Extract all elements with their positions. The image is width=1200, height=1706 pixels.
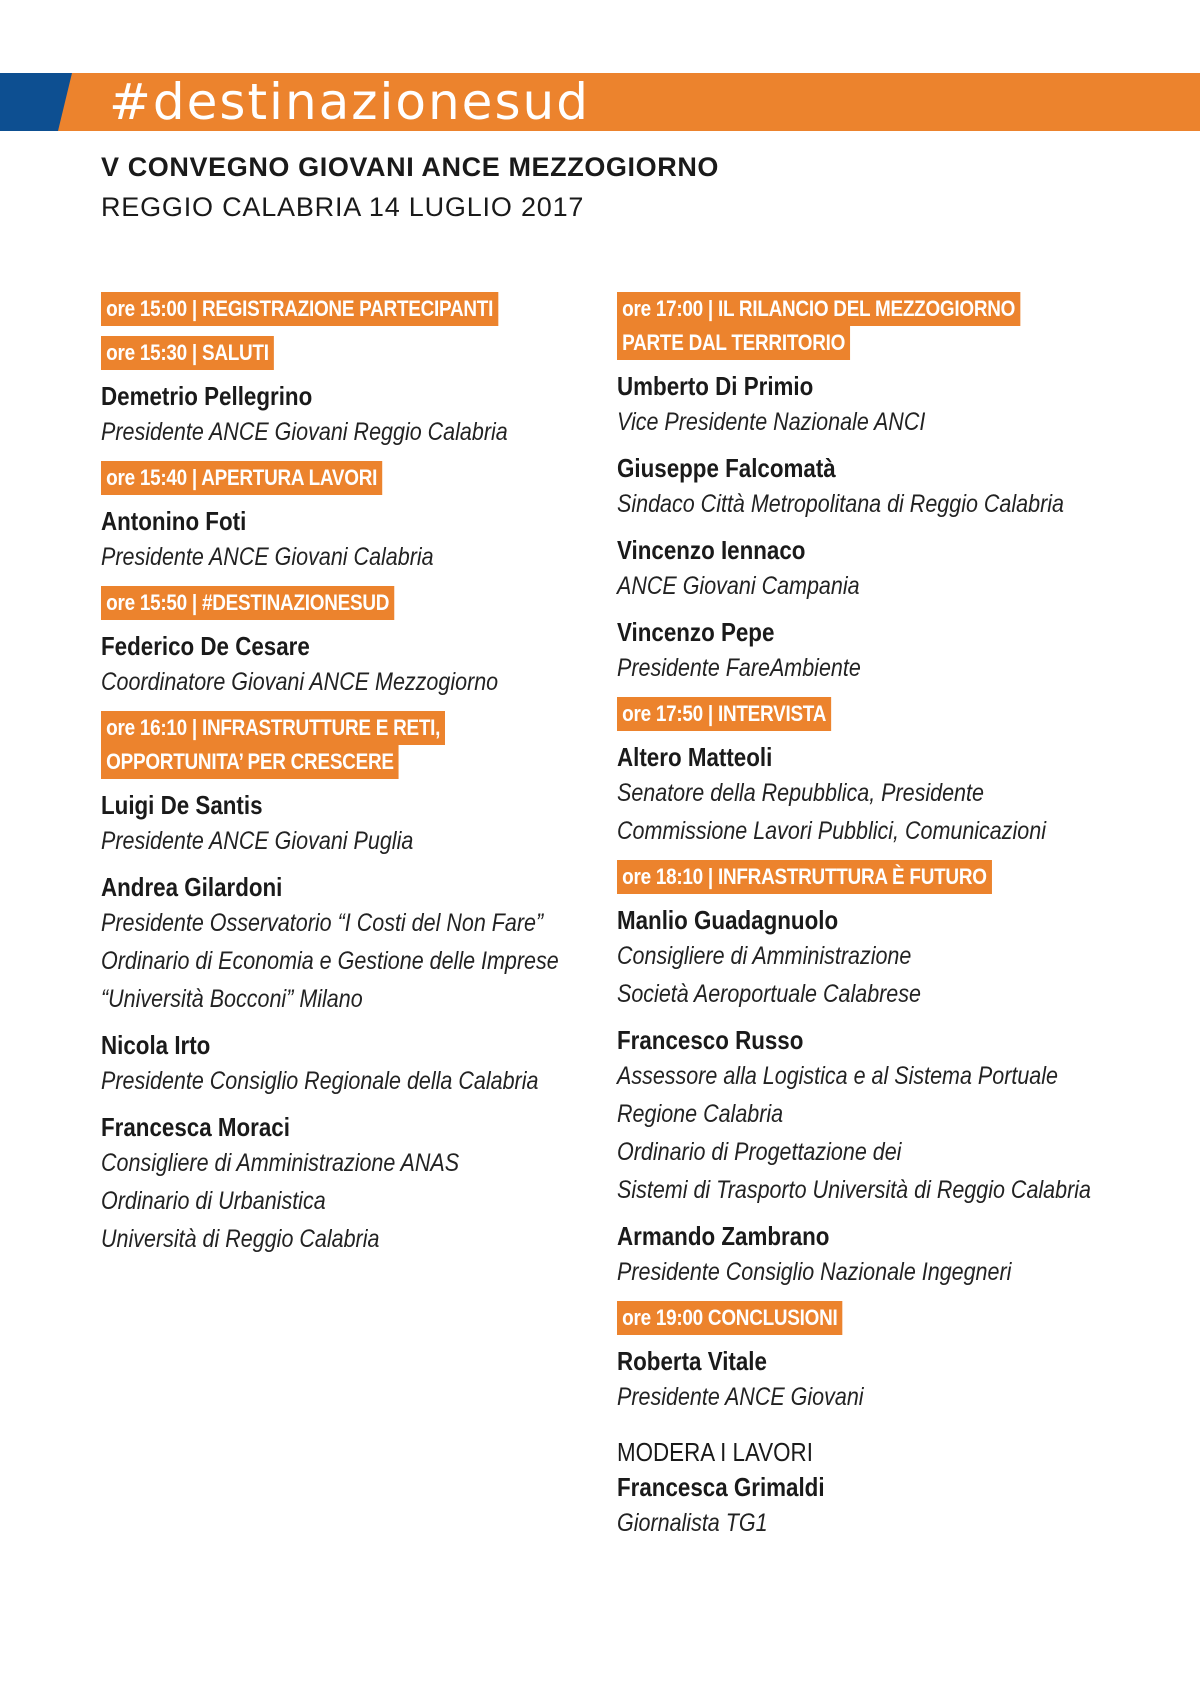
speaker-name: Umberto Di Primio [617,371,814,401]
session-time-label: ore 15:50 | #DESTINAZIONESUD [101,586,394,620]
moderator-block [617,1434,1177,1542]
program-left-column [101,292,581,1268]
speaker-role: Ordinario di Economia e Gestione delle Imprese [101,947,559,975]
speaker-name: Luigi De Santis [101,790,263,820]
speaker-role: Sistemi di Trasporto Università di Reggio Calabria [617,1176,1091,1204]
speaker-role: Presidente FareAmbiente [617,654,861,682]
speaker [617,740,1177,850]
header-banner [0,73,1200,131]
speaker-name: Nicola Irto [101,1030,211,1060]
program-right-column [617,292,1177,1542]
banner-hashtag: #destinazionesud [109,73,590,131]
speaker-name: Antonino Foti [101,506,247,536]
speaker [101,379,581,451]
session-time-label: ore 15:00 | REGISTRAZIONE PARTECIPANTI [101,292,498,326]
speaker [617,1023,1177,1209]
session-time-label: ore 17:00 | IL RILANCIO DEL MEZZOGIORNO [617,292,1020,326]
speaker-name: Federico De Cesare [101,631,310,661]
speaker-role: Presidente ANCE Giovani Calabria [101,543,434,571]
session-registrazione [101,292,581,326]
speaker-role: Assessore alla Logistica e al Sistema Portuale [617,1062,1058,1090]
session-infrastrutture [101,711,581,1258]
session-time-label: ore 17:50 | INTERVISTA [617,697,831,731]
speaker [617,1344,1177,1416]
session-rilancio [617,292,1177,687]
session-time-label: ore 15:30 | SALUTI [101,336,274,370]
speaker-role: Regione Calabria [617,1100,784,1128]
speaker-role: Sindaco Città Metropolitana di Reggio Calabria [617,490,1064,518]
session-apertura [101,461,581,576]
session-conclusioni [617,1301,1177,1416]
session-destinazionesud [101,586,581,701]
speaker-role: Presidente ANCE Giovani [617,1383,864,1411]
session-infrastruttura-futuro [617,860,1177,1291]
speaker-role: Presidente ANCE Giovani Puglia [101,827,414,855]
speaker-role: Presidente Consiglio Regionale della Calabria [101,1067,539,1095]
speaker-role: Presidente Osservatorio “I Costi del Non Fare” [101,909,544,937]
speaker-name: Giuseppe Falcomatà [617,453,836,483]
speaker-role: Coordinatore Giovani ANCE Mezzogiorno [101,668,499,696]
speaker-name: Armando Zambrano [617,1221,830,1251]
speaker-role: Senatore della Repubblica, Presidente [617,779,984,807]
speaker [617,369,1177,441]
speaker [617,615,1177,687]
session-time-label: ore 19:00 CONCLUSIONI [617,1301,843,1335]
speaker-role: Ordinario di Progettazione dei [617,1138,902,1166]
speaker [101,504,581,576]
speaker [617,533,1177,605]
session-time-label: ore 15:40 | APERTURA LAVORI [101,461,382,495]
speaker-role: Ordinario di Urbanistica [101,1187,326,1215]
speaker-name: Vincenzo Iennaco [617,535,806,565]
speaker-name: Manlio Guadagnuolo [617,905,839,935]
session-time-label: ore 18:10 | INFRASTRUTTURA È FUTURO [617,860,992,894]
speaker-name: Altero Matteoli [617,742,773,772]
speaker-role: “Università Bocconi” Milano [101,985,363,1013]
speaker-name: Vincenzo Pepe [617,617,775,647]
session-time-label: PARTE DAL TERRITORIO [617,326,850,360]
speaker-role: Presidente Consiglio Nazionale Ingegneri [617,1258,1012,1286]
moderator-role: Giornalista TG1 [617,1509,768,1537]
event-title: V CONVEGNO GIOVANI ANCE MEZZOGIORNO [101,152,720,182]
speaker-role: Commissione Lavori Pubblici, Comunicazioni [617,817,1046,845]
speaker-role: ANCE Giovani Campania [617,572,860,600]
session-time-label: ore 16:10 | INFRASTRUTTURE E RETI, [101,711,445,745]
speaker [101,788,581,860]
speaker-role: Consigliere di Amministrazione [617,942,912,970]
session-time-label: OPPORTUNITA’ PER CRESCERE [101,745,399,779]
speaker-role: Società Aeroportuale Calabrese [617,980,921,1008]
speaker [101,629,581,701]
speaker [101,870,581,1018]
speaker [617,903,1177,1013]
speaker-name: Andrea Gilardoni [101,872,283,902]
speaker [101,1110,581,1258]
session-intervista [617,697,1177,850]
speaker-name: Demetrio Pellegrino [101,381,313,411]
speaker-role: Consigliere di Amministrazione ANAS [101,1149,460,1177]
event-subtitle: REGGIO CALABRIA 14 LUGLIO 2017 [101,192,585,222]
speaker-name: Roberta Vitale [617,1346,767,1376]
speaker-name: Francesca Moraci [101,1112,290,1142]
moderator-name: Francesca Grimaldi [617,1472,825,1502]
speaker [617,451,1177,523]
speaker-role: Presidente ANCE Giovani Reggio Calabria [101,418,508,446]
speaker-role: Università di Reggio Calabria [101,1225,380,1253]
speaker [101,1028,581,1100]
moderator-label: MODERA I LAVORI [617,1437,813,1467]
speaker-name: Francesco Russo [617,1025,804,1055]
speaker-role: Vice Presidente Nazionale ANCI [617,408,926,436]
speaker [617,1219,1177,1291]
session-saluti [101,336,581,451]
